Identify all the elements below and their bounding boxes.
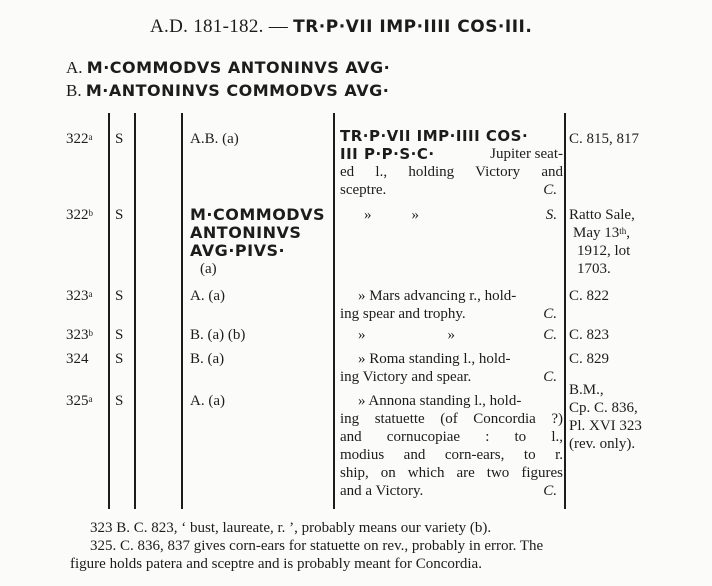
reference: B.M., Cp. C. 836, Pl. XVI 323 (rev. only). — [569, 382, 642, 452]
legend-a-text: M·COMMODVS ANTONINVS AVG· — [86, 58, 391, 77]
metal: S — [115, 327, 124, 343]
catalogue-number: 325$^a$ — [66, 393, 93, 409]
column-rule — [333, 113, 335, 509]
reference: C. 822 — [569, 288, 610, 304]
obverse: A. (a) — [190, 288, 225, 304]
catalogue-number: 322$^a$ — [66, 131, 93, 147]
column-rule — [564, 113, 566, 509]
description: » » C. — [358, 327, 557, 343]
footnote: 323 B. C. 823, ‘ bust, laureate, r. ’, probably means our variety (b). — [90, 520, 492, 536]
obverse-legend: M·COMMODVS ANTONINVS AVG·PIVS· — [190, 205, 325, 260]
page-heading — [150, 16, 532, 38]
heading-date: A.D. 181-182. — — [150, 16, 289, 37]
reference: C. 823 — [569, 327, 610, 343]
column-rule — [134, 113, 136, 509]
metal: S — [115, 288, 124, 304]
reference: C. 829 — [569, 351, 610, 367]
catalogue-number: 323$^a$ — [66, 288, 93, 304]
legend-b-letter: B. — [66, 81, 82, 100]
legend-a-letter: A. — [66, 58, 83, 77]
description: » Roma standing l., hold- ing Victory and spear. C. — [340, 351, 557, 385]
footnote: figure holds patera and sceptre and is probably meant for Concordia. — [70, 556, 482, 572]
legend-b-text: M·ANTONINVS COMMODVS AVG· — [85, 81, 390, 100]
obverse: A.B. (a) — [190, 131, 239, 147]
metal: S — [115, 351, 124, 367]
catalogue-number: 322$^b$ — [66, 207, 93, 223]
footnote: 325. C. 836, 837 gives corn-ears for statuette on rev., probably in error. The — [90, 538, 544, 554]
metal: S — [115, 393, 124, 409]
description: » Annona standing l., hold- ing statuette (of Concordia ?) and cornucopiae : to l., modius and corn-ears, to r. ship, on which are two figures and a Victory. C. — [340, 393, 563, 499]
metal: S — [115, 131, 124, 147]
catalogue-number: 323$^b$ — [66, 327, 93, 343]
description: III P·P·S·C· Jupiter seat- ed l., holding Victory and sceptre. C. — [340, 145, 563, 198]
metal: S — [115, 207, 124, 223]
obverse: B. (a) (b) — [190, 327, 246, 343]
catalogue-number: 324 — [66, 351, 89, 367]
column-rule — [181, 113, 183, 509]
reference: Ratto Sale, May 13th, 1912, lot 1703. — [569, 207, 635, 277]
description: » » S. — [364, 207, 557, 223]
legend-b — [66, 81, 389, 101]
reverse-legend: TR·P·VII IMP·IIII COS· — [340, 127, 529, 145]
obverse: B. (a) — [190, 351, 225, 367]
obverse: A. (a) — [190, 393, 225, 409]
description: » Mars advancing r., hold- ing spear and trophy. C. — [340, 288, 557, 322]
column-rule — [108, 113, 110, 509]
heading-titles: TR·P·VII IMP·IIII COS·III. — [293, 17, 533, 37]
reference: C. 815, 817 — [569, 131, 640, 147]
obverse: (a) — [200, 261, 217, 277]
legend-a — [66, 58, 390, 78]
